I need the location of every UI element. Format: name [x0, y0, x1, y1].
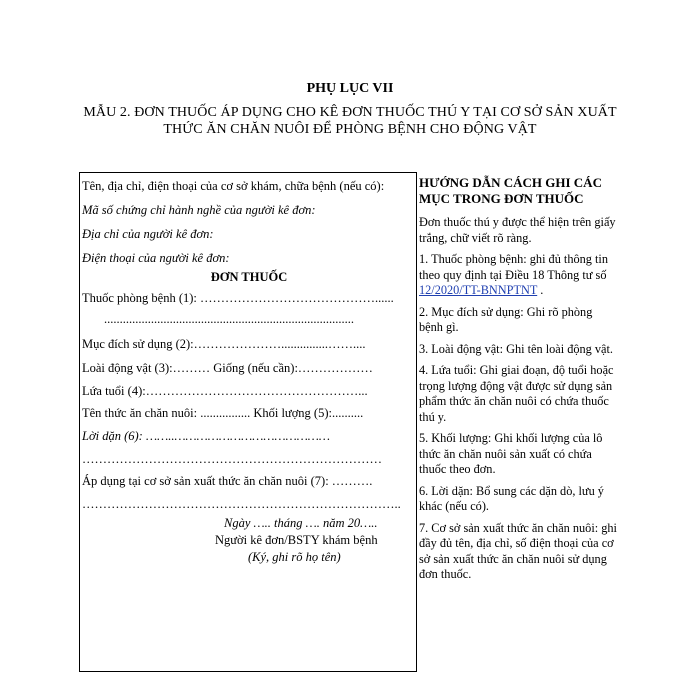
instruction-item-6: 6. Lời dặn: Bổ sung các dặn dò, lưu ý khác (nếu có). — [419, 483, 604, 513]
age-field: Lứa tuổi (4):……………………………………………... — [82, 384, 368, 398]
instruction-item-1 — [419, 252, 619, 299]
drug-field-continuation: ................................................................................ — [104, 312, 354, 326]
prescription-form — [79, 172, 417, 672]
instructions-intro: Đơn thuốc thú y được thể hiện trên giấy trắng, chữ viết rõ ràng. — [419, 215, 616, 245]
subtitle-line-1: MẪU 2. ĐƠN THUỐC ÁP DỤNG CHO KÊ ĐƠN THUỐC THÚ Y TẠI CƠ SỞ SẢN XUẤT — [83, 105, 617, 120]
instruction-item-1-text: 1. Thuốc phòng bệnh: ghi đủ thông tin theo quy định tại Điều 18 Thông tư số — [419, 252, 608, 282]
instruction-item-4: 4. Lứa tuổi: Ghi giai đoạn, độ tuổi hoặc trọng lượng động vật được sử dụng sản phẩm thức ăn chăn nuôi có chứa thuốc thú y. — [419, 363, 614, 424]
appendix-title: PHỤ LỤC VII — [306, 81, 394, 96]
species-field: Loài động vật (3):……… Giống (nếu cần):……………… — [82, 361, 373, 375]
instruction-item-1-end: . — [540, 283, 544, 297]
clinic-info-field: Tên, địa chỉ, điện thoại của cơ sở khám, chữa bệnh (nếu có): — [82, 179, 385, 193]
instructions-title: HƯỚNG DẪN CÁCH GHI CÁC MỤC TRONG ĐƠN THUỐC — [419, 175, 602, 206]
facility-field-continuation: ………………………………………………………………….. — [82, 497, 401, 511]
cert-number-field: Mã số chứng chỉ hành nghề của người kê đơn: — [82, 203, 316, 217]
instruction-item-5: 5. Khối lượng: Ghi khối lượng của lô thức ăn chăn nuôi sản xuất có chứa thuốc theo đơn. — [419, 431, 603, 476]
signer-title: Người kê đơn/BSTY khám bệnh — [215, 533, 378, 547]
subtitle-line-2: THỨC ĂN CHĂN NUÔI ĐỂ PHÒNG BỆNH CHO ĐỘNG VẬT — [163, 122, 537, 137]
date-line: Ngày ….. tháng …. năm 20….. — [224, 516, 378, 530]
form-subtitle — [70, 104, 630, 138]
drug-field: Thuốc phòng bệnh (1): ……………………………………...... — [82, 291, 394, 305]
phone-field: Điện thoại của người kê đơn: — [82, 251, 230, 265]
circular-link[interactable]: 12/2020/TT-BNNPTNT — [419, 283, 538, 297]
prescription-heading: ĐƠN THUỐC — [210, 270, 288, 284]
facility-field: Áp dụng tại cơ sở sản xuất thức ăn chăn nuôi (7): ………. — [82, 474, 373, 488]
advice-field: Lời dặn (6): ……..…………………………………… — [82, 429, 331, 443]
signature-note: (Ký, ghi rõ họ tên) — [248, 550, 341, 564]
instruction-item-2: 2. Mục đích sử dụng: Ghi rõ phòng bệnh gì. — [419, 304, 593, 334]
instruction-item-3: 3. Loài động vật: Ghi tên loài động vật. — [419, 341, 613, 356]
instruction-item-7: 7. Cơ sở sản xuất thức ăn chăn nuôi: ghi đầy đủ tên, địa chỉ, số điện thoại của cơ sở sản xuất thức ăn chăn nuôi sử dụng đơn thuốc. — [419, 520, 617, 581]
address-field: Địa chỉ của người kê đơn: — [82, 227, 214, 241]
instructions-panel — [419, 175, 619, 589]
advice-field-continuation: ……………………………………………………………… — [82, 452, 382, 466]
feed-field: Tên thức ăn chăn nuôi: ................ Khối lượng (5):.......... — [82, 406, 364, 420]
purpose-field: Mục đích sử dụng (2):…………………...............…….... — [82, 337, 366, 351]
